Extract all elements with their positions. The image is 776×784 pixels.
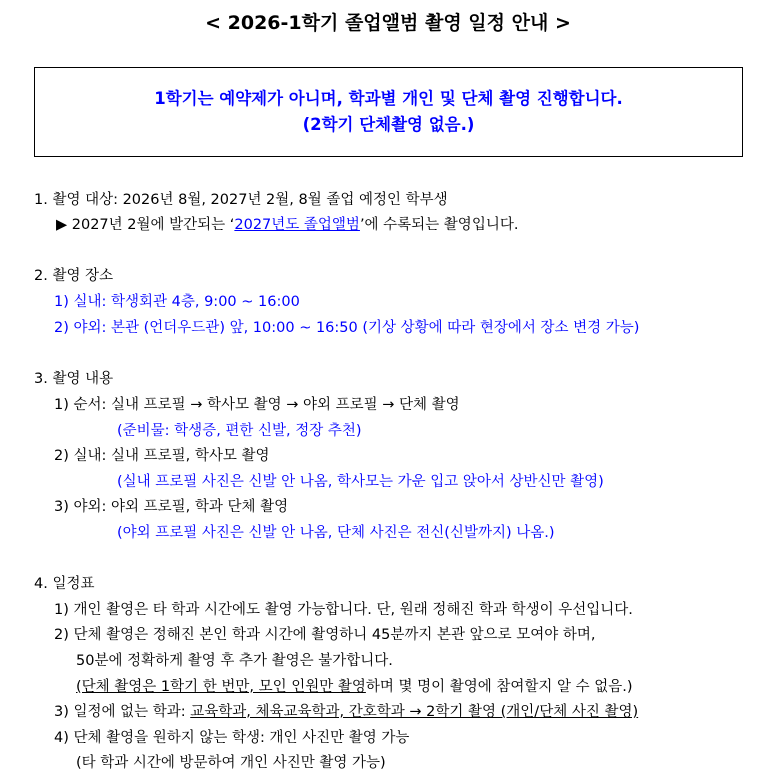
section-4-item-2-underlined: (단체 촬영은 1학기 한 번만, 모인 인원만 촬영	[76, 679, 366, 695]
section-4-item-3-prefix: 3) 일정에 없는 학과:	[54, 704, 191, 720]
section-1-heading: 1. 촬영 대상: 2026년 8월, 2027년 2월, 8월 졸업 예정인 학부생	[34, 192, 448, 208]
section-2-item-1: 1) 실내: 학생회관 4층, 9:00 ~ 16:00	[54, 294, 300, 310]
section-2-item-2: 2) 야외: 본관 (언더우드관) 앞, 10:00 ~ 16:50 (기상 상황에 따라 현장에서 장소 변경 가능)	[54, 320, 640, 336]
section-4-item-2-rest: 하며 몇 명이 촬영에 참여할지 알 수 없음.)	[365, 679, 633, 695]
section-3-heading: 3. 촬영 내용	[34, 371, 114, 387]
notice-line-2: (2학기 단체촬영 없음.)	[302, 115, 475, 134]
section-3-item-2-note: (실내 프로필 사진은 신발 안 나옴, 학사모는 가운 입고 앉아서 상반신만 촬영)	[117, 474, 604, 490]
section-1-note-suffix: ’에 수록되는 촬영입니다.	[359, 217, 519, 233]
section-4-item-2-line-3	[76, 677, 633, 697]
section-4-item-1: 1) 개인 촬영은 타 학과 시간에도 촬영 가능합니다. 단, 원래 정해진 학과 학생이 우선입니다.	[54, 602, 633, 618]
notice-box	[34, 67, 743, 157]
section-3-item-1-note: (준비물: 학생증, 편한 신발, 정장 추천)	[117, 423, 362, 439]
section-4-item-2-line-2: 50분에 정확하게 촬영 후 추가 촬영은 불가합니다.	[76, 653, 393, 669]
section-4-item-2-line-1: 2) 단체 촬영은 정해진 본인 학과 시간에 촬영하니 45분까지 본관 앞으로 모여야 하며,	[54, 627, 596, 643]
section-1-note	[56, 215, 518, 235]
page-title: < 2026-1학기 졸업앨범 촬영 일정 안내 >	[205, 12, 571, 34]
section-2-heading: 2. 촬영 장소	[34, 268, 114, 284]
section-4-heading: 4. 일정표	[34, 576, 95, 592]
section-3-item-3: 3) 야외: 야외 프로필, 학과 단체 촬영	[54, 499, 289, 515]
section-4-item-4-line-2: (타 학과 시간에 방문하여 개인 사진만 촬영 가능)	[76, 755, 386, 771]
section-3-item-1: 1) 순서: 실내 프로필 → 학사모 촬영 → 야외 프로필 → 단체 촬영	[54, 397, 460, 413]
section-1-note-prefix: ▶ 2027년 2월에 발간되는 ‘	[56, 217, 235, 233]
section-4-item-4-line-1: 4) 단체 촬영을 원하지 않는 학생: 개인 사진만 촬영 가능	[54, 730, 410, 746]
section-4-item-3-underlined: 교육학과, 체육교육학과, 간호학과 → 2학기 촬영 (개인/단체 사진 촬영)	[190, 704, 639, 720]
section-3-item-2: 2) 실내: 실내 프로필, 학사모 촬영	[54, 448, 270, 464]
notice-line-1: 1학기는 예약제가 아니며, 학과별 개인 및 단체 촬영 진행합니다.	[154, 89, 623, 108]
section-4-item-3	[54, 702, 638, 722]
yearbook-link[interactable]: 2027년도 졸업앨범	[234, 217, 360, 233]
section-3-item-3-note: (야외 프로필 사진은 신발 안 나옴, 단체 사진은 전신(신발까지) 나옴.)	[117, 525, 555, 541]
